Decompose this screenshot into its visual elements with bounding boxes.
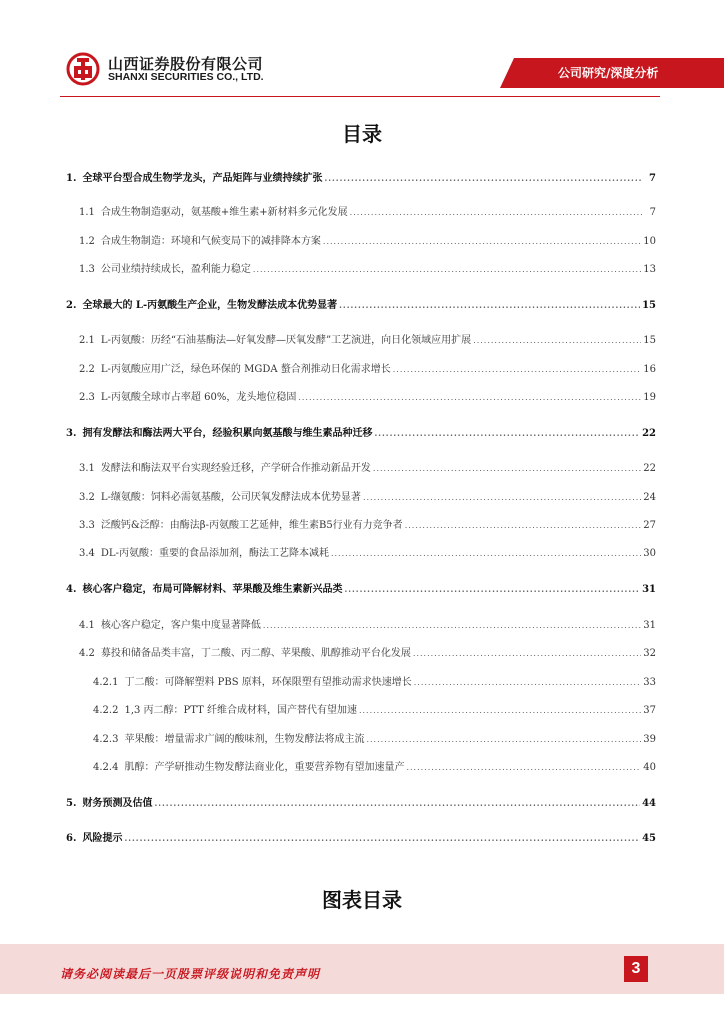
toc-entry[interactable]: 2. 全球最大的 L-丙氨酸生产企业，生物发酵法成本优势显著 ..... 15: [66, 296, 656, 311]
toc-entry[interactable]: 2.3 L-丙氨酸全球市占率超 60%，龙头地位稳固 ..... 19: [79, 388, 656, 403]
toc-entry[interactable]: 4.2.4 肌醇：产学研推动生物发酵法商业化，重要营养物有望加速量产 ..... 40: [93, 758, 656, 773]
shanxi-securities-logo-icon: [66, 52, 100, 86]
toc-entry[interactable]: 2.1 L-丙氨酸：历经“石油基酶法—好氧发酵—厌氧发酵”工艺演进，向日化领域应用扩展 ..... 15: [79, 331, 656, 346]
page-number: 3: [624, 956, 648, 982]
header-divider: [60, 96, 660, 97]
toc-entry[interactable]: 1.2 合成生物制造：环境和气候变局下的减排降本方案 ..... 10: [79, 232, 656, 247]
toc-entry[interactable]: 5. 财务预测及估值 ..... 44: [66, 794, 656, 809]
toc-entry[interactable]: 2.2 L-丙氨酸应用广泛，绿色环保的 MGDA 螯合剂推动日化需求增长 ..... 16: [79, 360, 656, 375]
page-header: [0, 0, 724, 100]
toc-entry[interactable]: 3.2 L-缬氨酸：饲料必需氨基酸，公司厌氧发酵法成本优势显著 ..... 24: [79, 488, 656, 503]
toc-entry[interactable]: 1. 全球平台型合成生物学龙头，产品矩阵与业绩持续扩张 ..... 7: [66, 169, 656, 184]
toc-entry[interactable]: 3.4 DL-丙氨酸：重要的食品添加剂，酶法工艺降本减耗 ..... 30: [79, 544, 656, 559]
figures-toc-title: 图表目录: [322, 888, 402, 912]
toc-entry[interactable]: 6. 风险提示 ..... 45: [66, 829, 656, 844]
disclaimer-text[interactable]: 请务必阅读最后一页股票评级说明和免责声明: [60, 967, 321, 981]
toc-entry[interactable]: 4.2 募投和储备品类丰富，丁二酸、丙二醇、苹果酸、肌醇推动平台化发展 ..... 32: [79, 644, 656, 659]
toc-entry[interactable]: 4.2.3 苹果酸：增量需求广阔的酸味剂，生物发酵法将成主流 ..... 39: [93, 730, 656, 745]
toc-entry[interactable]: 3.3 泛酸钙&泛醇：由酶法β-丙氨酸工艺延伸，维生素B5行业有力竞争者 ..... 27: [79, 516, 656, 531]
category-label: 公司研究/深度分析: [558, 66, 659, 80]
toc-entry[interactable]: 4.2.1 丁二酸：可降解塑料 PBS 原料，环保限塑有望推动需求快速增长 ..... 33: [93, 673, 656, 688]
page-footer: [0, 944, 724, 1024]
toc-entry[interactable]: 3.1 发酵法和酶法双平台实现经验迁移，产学研合作推动新品开发 ..... 22: [79, 459, 656, 474]
toc-title: 目录: [342, 122, 382, 146]
company-name-cn: 山西证券股份有限公司: [108, 55, 264, 73]
toc-entry[interactable]: 4.2.2 1,3 丙二醇：PTT 纤维合成材料，国产替代有望加速 ..... 37: [93, 701, 656, 716]
toc-entry[interactable]: 4. 核心客户稳定，布局可降解材料、苹果酸及维生素新兴品类 ..... 31: [66, 580, 656, 595]
toc-entry[interactable]: 3. 拥有发酵法和酶法两大平台，经验积累向氨基酸与维生素品种迁移 ..... 22: [66, 424, 656, 439]
toc-entry[interactable]: 1.3 公司业绩持续成长，盈利能力稳定 ..... 13: [79, 260, 656, 275]
toc-entry[interactable]: 1.1 合成生物制造驱动，氨基酸+维生素+新材料多元化发展 ..... 7: [79, 203, 656, 218]
company-name-en: SHANXI SECURITIES CO., LTD.: [108, 71, 264, 83]
toc-entry[interactable]: 4.1 核心客户稳定，客户集中度显著降低 ..... 31: [79, 616, 656, 631]
